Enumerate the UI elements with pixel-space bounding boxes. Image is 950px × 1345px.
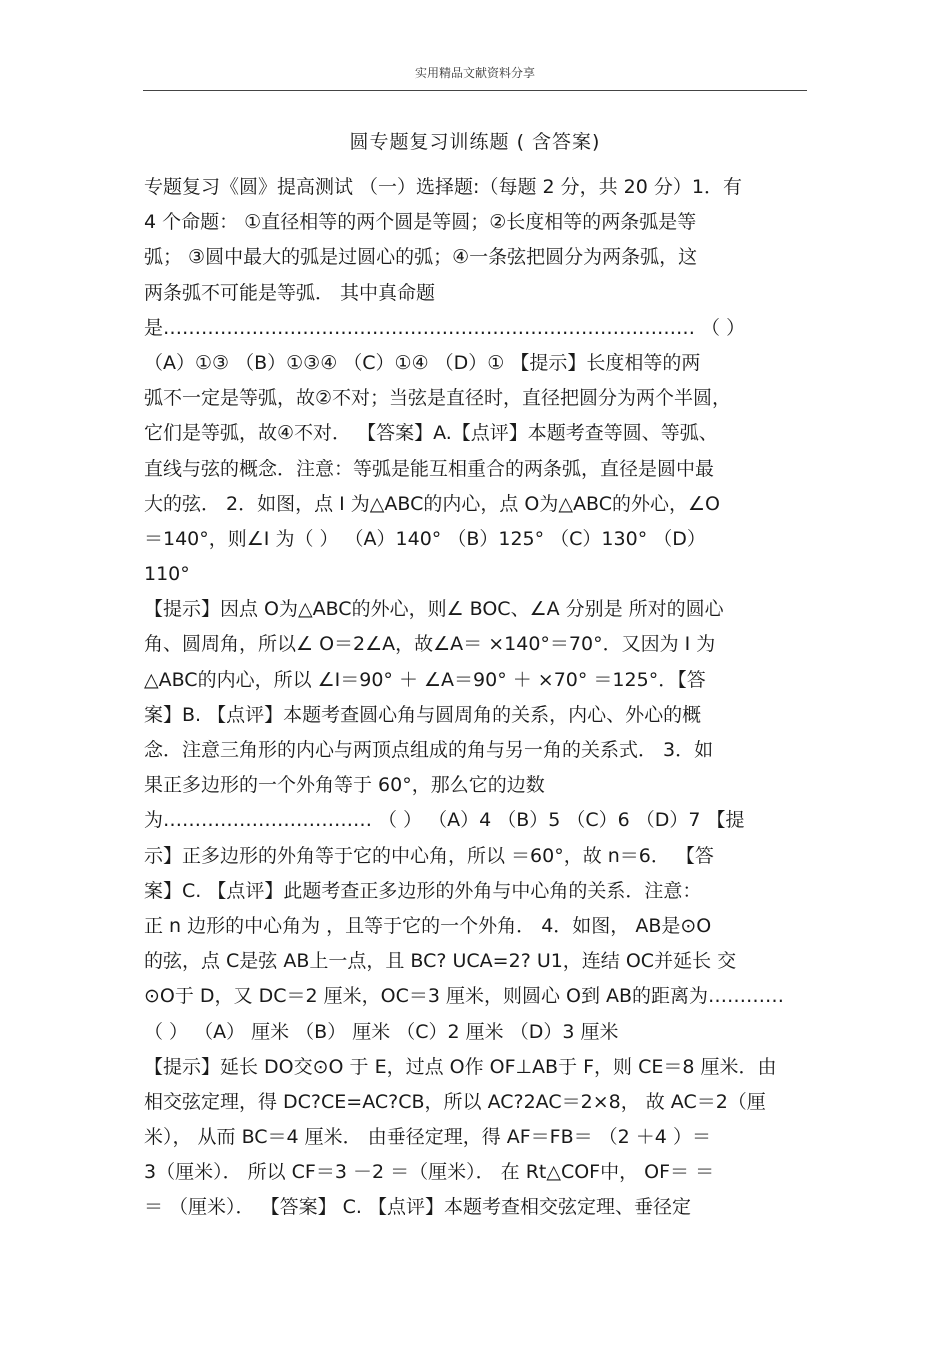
- text-line: ＝140°，则∠I 为（ ） （A）140° （B）125° （C）130° （D）: [144, 527, 706, 550]
- text-line: 弧； ③圆中最大的弧是过圆心的弧；④一条弦把圆分为两条弧，这: [144, 246, 698, 269]
- text-line: △ABC的内心，所以 ∠I＝90° ＋ ∠A＝90° ＋ ×70° ＝125°．【答: [144, 668, 706, 691]
- text-line: ⊙O于 D，又 DC＝2 厘米，OC＝3 厘米，则圆心 O到 AB的距离为…………: [144, 985, 785, 1008]
- text-line: 为…………………………… （ ） （A）4 （B）5 （C）6 （D）7 【提: [144, 809, 745, 832]
- text-line: 案】C. 【点评】此题考查正多边形的外角与中心角的关系．注意：: [144, 879, 702, 902]
- document-title: 圆专题复习训练题 ( 含答案): [349, 131, 601, 153]
- text-line: 大的弦． 2．如图，点 I 为△ABC的内心，点 O为△ABC的外心，∠O: [144, 492, 720, 515]
- text-line: 正 n 边形的中心角为 ，且等于它的一个外角． 4．如图， AB是⊙O: [144, 914, 712, 937]
- text-line: 相交弦定理，得 DC?CE=AC?CB，所以 AC?2AC＝2×8， 故 AC＝2（厘: [144, 1090, 766, 1113]
- text-line: 【提示】因点 O为△ABC的外心，则∠ BOC、∠A 分别是 所对的圆心: [144, 598, 724, 621]
- text-line: 念．注意三角形的内心与两顶点组成的角与另一角的关系式． 3．如: [144, 739, 714, 761]
- header-divider: [143, 90, 807, 91]
- text-line: 3（厘米）． 所以 CF＝3 －2 ＝（厘米）． 在 Rt△COF中， OF＝ ＝: [144, 1161, 715, 1184]
- text-line: 【提示】延长 DO交⊙O 于 E，过点 O作 OF⊥AB于 F，则 CE＝8 厘米．由: [144, 1055, 777, 1078]
- text-line: 示】正多边形的外角等于它的中心角，所以 ＝60°，故 n＝6． 【答: [144, 844, 714, 867]
- text-line: （A）①③ （B）①③④ （C）①④ （D）① 【提示】长度相等的两: [144, 351, 701, 374]
- body-text: [144, 170, 814, 1226]
- text-line: 角、圆周角，所以∠ O＝2∠A，故∠A＝ ×140°＝70°．又因为 I 为: [144, 633, 716, 656]
- text-line: 案】B. 【点评】本题考查圆心角与圆周角的关系，内心、外心的概: [144, 703, 702, 726]
- text-line: 110°: [144, 563, 190, 586]
- text-line: 专题复习《圆》提高测试 （一）选择题:（每题 2 分，共 20 分）1．有: [144, 176, 742, 198]
- text-line: （ ） （A） 厘米 （B） 厘米 （C）2 厘米 （D）3 厘米: [144, 1020, 619, 1043]
- text-line: 米）， 从而 BC＝4 厘米． 由垂径定理，得 AF＝FB＝ （2 ＋4 ）＝: [144, 1126, 711, 1149]
- text-line: 它们是等弧，故④不对． 【答案】A.【点评】本题考查等圆、等弧、: [144, 422, 718, 445]
- text-line: 弧不一定是等弧，故②不对；当弦是直径时，直径把圆分为两个半圆，: [144, 387, 732, 410]
- text-line: 果正多边形的一个外角等于 60°，那么它的边数: [144, 774, 545, 797]
- text-line: ＝ （厘米）． 【答案】 C. 【点评】本题考查相交弦定理、垂径定: [144, 1196, 691, 1219]
- page-header: 实用精品文献资料分享: [414, 66, 535, 80]
- text-line: 直线与弦的概念．注意：等弧是能互相重合的两条弧，直径是圆中最: [144, 457, 715, 480]
- text-line: 的弦，点 C是弦 AB上一点，且 BC? UCA=2? U1，连结 OC并延长 交: [144, 950, 737, 973]
- text-line: 4 个命题： ①直径相等的两个圆是等圆；②长度相等的两条弧是等: [144, 211, 697, 234]
- text-line: 两条弧不可能是等弧． 其中真命题: [144, 281, 436, 304]
- text-line: 是………………………………………………………………………… （ ）: [144, 316, 746, 339]
